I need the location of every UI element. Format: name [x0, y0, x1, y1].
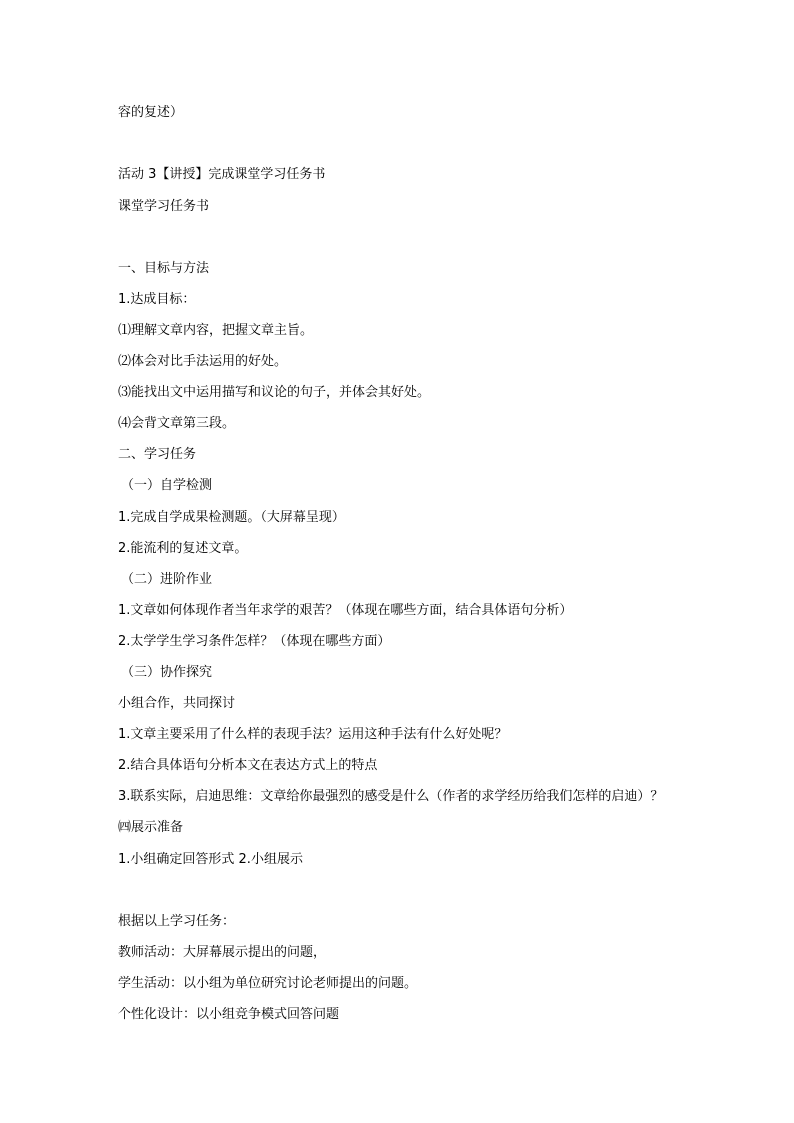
section-heading-goals: 一、目标与方法: [118, 261, 210, 276]
personalized-design: 个性化设计：以小组竞争模式回答问题: [118, 1007, 340, 1022]
self-check-item-1: 1.完成自学成果检测题。（大屏幕呈现）: [118, 510, 345, 525]
self-check-item-2: 2.能流利的复述文章。: [118, 541, 248, 556]
summary-intro: 根据以上学习任务：: [118, 914, 236, 929]
collaboration-intro: 小组合作，共同探讨: [118, 696, 236, 711]
goal-item-1: ⑴理解文章内容，把握文章主旨。: [118, 323, 314, 338]
text-line-continuation: 容的复述）: [118, 105, 184, 120]
collaboration-item-2: 2.结合具体语句分析本文在表达方式上的特点: [118, 758, 378, 773]
presentation-items: 1.小组确定回答形式 2.小组展示: [118, 852, 303, 867]
subsection-presentation-prep: ㈣展示准备: [118, 820, 184, 835]
goal-item-3: ⑶能找出文中运用描写和议论的句子，并体会其好处。: [118, 385, 431, 400]
subsection-collaboration: （三）协作探究: [121, 665, 213, 680]
goal-item-4: ⑷会背文章第三段。: [118, 416, 236, 431]
student-activity: 学生活动：以小组为单位研究讨论老师提出的问题。: [118, 976, 418, 991]
teacher-activity: 教师活动：大屏幕展示提出的问题，: [118, 945, 327, 960]
subsection-advanced-work: （二）进阶作业: [121, 572, 213, 587]
task-book-title: 课堂学习任务书: [118, 199, 210, 214]
section-heading-tasks: 二、学习任务: [118, 447, 197, 462]
subsection-self-check: （一）自学检测: [121, 478, 213, 493]
advanced-item-1: 1.文章如何体现作者当年求学的艰苦？（体现在哪些方面，结合具体语句分析）: [118, 603, 573, 618]
collaboration-item-1: 1.文章主要采用了什么样的表现手法？运用这种手法有什么好处呢？: [118, 727, 508, 742]
collaboration-item-3: 3.联系实际，启迪思维：文章给你最强烈的感受是什么（作者的求学经历给我们怎样的启迪）？: [118, 789, 664, 804]
goals-subheading: 1.达成目标：: [118, 292, 196, 307]
activity-heading: 活动 3【讲授】完成课堂学习任务书: [118, 167, 326, 182]
goal-item-2: ⑵体会对比手法运用的好处。: [118, 354, 288, 369]
advanced-item-2: 2.太学学生学习条件怎样？（体现在哪些方面）: [118, 634, 391, 649]
